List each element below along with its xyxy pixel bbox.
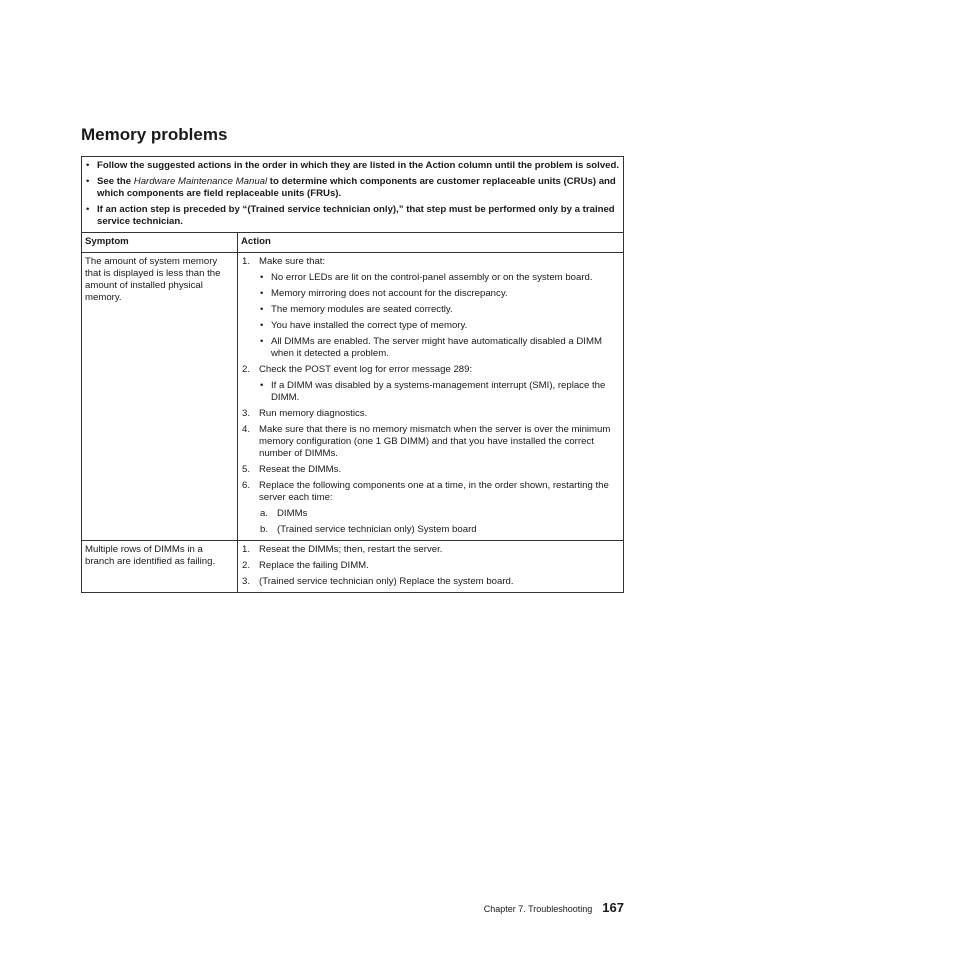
subitem: a. DIMMs (260, 508, 308, 519)
action-step: 1. Make sure that: • No error LEDs are lit on the control-panel assembly or on the system board. • Memory mirroring does not account for the discrepancy. • The memory modules are seated correctly. • You have installed the correct type of memory. • All DIMMs are enabled. The server might have automatically disabled a DIMM when it detected a problem. (241, 256, 620, 360)
symptom-cell: The amount of system memory that is displayed is less than the amount of installed physical memory. (82, 253, 238, 541)
action-cell (238, 541, 624, 593)
step-sublist (259, 508, 620, 536)
notes-row (82, 157, 624, 233)
action-step: 3. (Trained service technician only) Replace the system board. (242, 576, 514, 587)
note-item: • If an action step is preceded by “(Trained service technician only),” that step must be performed only by a trained service technician. (85, 204, 620, 228)
bullet-item: • If a DIMM was disabled by a systems-management interrupt (SMI), replace the DIMM. (259, 380, 620, 404)
action-step: 4. Make sure that there is no memory mismatch when the server is over the minimum memory configuration (one 1 GB DIMM) and that you have installed the correct number of DIMMs. (242, 424, 611, 459)
notes-list (85, 160, 620, 228)
symptom-header: Symptom (82, 233, 238, 253)
action-steps (241, 544, 620, 588)
step-bullets (259, 272, 620, 360)
action-cell (238, 253, 624, 541)
note-item: • Follow the suggested actions in the order in which they are listed in the Action column until the problem is solved. (85, 160, 620, 172)
page-footer (484, 900, 624, 915)
table-row (82, 253, 624, 541)
bullet-item: • All DIMMs are enabled. The server might have automatically disabled a DIMM when it detected a problem. (259, 336, 620, 360)
action-header: Action (238, 233, 624, 253)
page-title: Memory problems (81, 125, 228, 144)
notes-cell (82, 157, 624, 233)
step-bullets (259, 380, 620, 404)
bullet-item: • The memory modules are seated correctly. (259, 304, 620, 316)
table-row (82, 541, 624, 593)
action-step: 5. Reseat the DIMMs. (242, 464, 342, 475)
manual-title: Hardware Maintenance Manual (133, 176, 268, 187)
note-item: • See the Hardware Maintenance Manual to determine which components are customer replaceable units (CRUs) and which components are field replaceable units (FRUs). (85, 176, 620, 200)
action-step: 3. Run memory diagnostics. (242, 408, 368, 419)
memory-problems-table (81, 156, 624, 593)
subitem: b. (Trained service technician only) System board (260, 524, 477, 535)
action-step: 2. Replace the failing DIMM. (242, 560, 369, 571)
header-row (82, 233, 624, 253)
action-step: 6. Replace the following components one at a time, in the order shown, restarting the server each time: a. DIMMs b. (Trained service technician only) System board (241, 480, 620, 536)
action-step: 1. Reseat the DIMMs; then, restart the server. (242, 544, 443, 555)
action-step: 2. Check the POST event log for error message 289: • If a DIMM was disabled by a systems-management interrupt (SMI), replace the DIMM. (241, 364, 620, 404)
bullet-item: • You have installed the correct type of memory. (259, 320, 620, 332)
page-number: 167 (602, 900, 624, 915)
bullet-item: • No error LEDs are lit on the control-panel assembly or on the system board. (259, 272, 620, 284)
bullet-item: • Memory mirroring does not account for the discrepancy. (259, 288, 620, 300)
action-steps (241, 256, 620, 536)
symptom-cell: Multiple rows of DIMMs in a branch are identified as failing. (82, 541, 238, 593)
chapter-label: Chapter 7. Troubleshooting (483, 904, 593, 914)
